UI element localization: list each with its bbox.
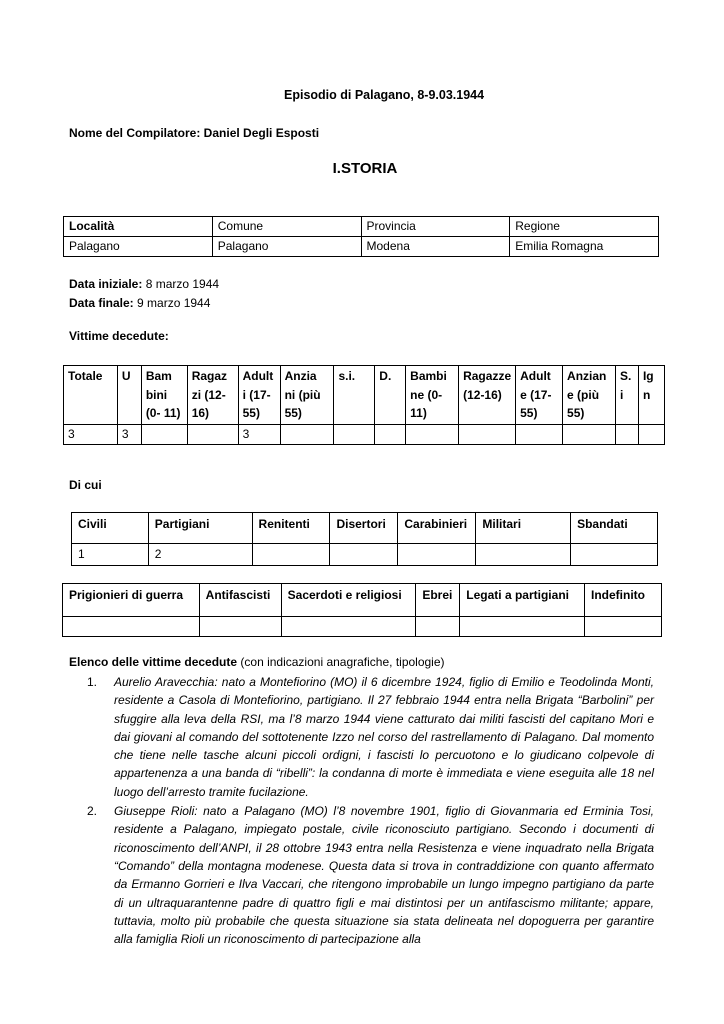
start-date [69,275,219,294]
table-cell [63,617,200,637]
table-cell [616,424,639,444]
category-table [71,512,658,566]
table-cell: 3 [238,424,280,444]
table-header-cell: Legati a partigiani [460,584,585,617]
victims-list-heading-bold: Elenco delle vittime decedute [69,655,238,669]
start-date-value: 8 marzo 1944 [145,277,220,291]
table-cell [516,424,563,444]
table-cell [476,544,571,566]
table-header-cell: Totale [64,366,118,425]
table-header-cell: Carabinieri [398,513,476,544]
table-row [64,424,665,444]
table-cell [398,544,476,566]
start-date-label: Data iniziale: [69,277,143,291]
table-row [63,617,662,637]
table-header-cell: Comune [212,217,361,237]
table-header-cell: Regione [510,217,659,237]
table-cell: Emilia Romagna [510,237,659,257]
table-cell [252,544,330,566]
dates-block [69,275,219,312]
list-item [87,673,654,801]
table-cell [406,424,459,444]
victims-heading: Vittime decedute: [69,329,169,343]
table-row [72,513,658,544]
victims-list [87,673,654,949]
table-header-cell: Ig n [638,366,664,425]
end-date [69,294,219,313]
table-cell [280,424,334,444]
list-item [87,802,654,948]
table-cell [330,544,398,566]
location-table [63,216,659,257]
table-cell [187,424,238,444]
section-title: I.STORIA [332,160,398,177]
table-cell: Palagano [212,237,361,257]
table-header-cell: Antifascisti [199,584,281,617]
table-header-cell: Bam bini (0- 11) [141,366,187,425]
list-item-text: Aurelio Aravecchia: nato a Montefiorino (MO) il 6 dicembre 1924, figlio di Emilio e Teodolinda Monti, residente a Casola di Montefiorino, partigiano. Il 27 febbraio 1944 entra nella Brigata “Barbolini” per sfuggire alla leva della RSI, ma l’8 marzo 1944 viene catturato dai militi fascisti del capitano Mori e dai giovani al comando del sottotenente Izzo nel corso del rastrellamento di Palagano. Dal momento che tiene nelle tasche alcuni piccoli ordigni, i fascisti lo percuotono e lo giudicano colpevole di appartenenza a una banda di “ribelli”: la condanna di morte è immediata e viene eseguita alle 18 nel luogo dell’arresto tramite fucilazione. [114,675,654,799]
table-header-cell: Località [64,217,213,237]
table-cell: 3 [117,424,141,444]
table-cell [141,424,187,444]
table-header-cell: S. i [616,366,639,425]
table-cell [334,424,375,444]
list-item-number: 1. [87,675,98,689]
table-header-cell: Militari [476,513,571,544]
table-cell [199,617,281,637]
table-header-cell: Civili [72,513,149,544]
table-cell [563,424,616,444]
table-header-cell: Sbandati [571,513,658,544]
table-header-cell: Adult e (17- 55) [516,366,563,425]
end-date-value: 9 marzo 1944 [137,295,211,310]
table-cell [281,617,416,637]
victims-list-heading-rest: (con indicazioni anagrafiche, tipologie) [237,655,445,669]
compiler-name: Nome del Compilatore: Daniel Degli Esposti [69,126,320,140]
table-header-cell: Sacerdoti e religiosi [281,584,416,617]
table-cell: 1 [72,544,149,566]
table-header-cell: Disertori [330,513,398,544]
victims-list-heading [69,655,445,669]
table-cell: 2 [148,544,252,566]
table-header-cell: Adult i (17- 55) [238,366,280,425]
di-cui-heading: Di cui [69,478,102,492]
table-header-cell: Ragaz zi (12- 16) [187,366,238,425]
list-item-number: 2. [87,804,98,819]
table-header-cell: Anzian e (più 55) [563,366,616,425]
table-header-cell: Indefinito [585,584,662,617]
table-cell [585,617,662,637]
table-cell: Modena [361,237,510,257]
table-cell: 3 [64,424,118,444]
table-header-cell: Partigiani [148,513,252,544]
victims-table [63,365,665,445]
table-header-cell: Bambi ne (0- 11) [406,366,459,425]
table-header-cell: Renitenti [252,513,330,544]
table-header-cell: Ebrei [416,584,460,617]
table-header-cell: Prigionieri di guerra [63,584,200,617]
table-cell [375,424,406,444]
table-cell [638,424,664,444]
table-row [63,584,662,617]
table-row [64,366,665,425]
table-cell [459,424,516,444]
table-header-cell: U [117,366,141,425]
episode-title: Episodio di Palagano, 8-9.03.1944 [284,88,485,102]
table-cell: Palagano [64,237,213,257]
table-row [72,544,658,566]
table-header-cell: Anzia ni (più 55) [280,366,334,425]
table-cell [460,617,585,637]
end-date-label: Data finale: [69,295,134,310]
table-header-cell: Ragazze (12-16) [459,366,516,425]
table-header-cell: D. [375,366,406,425]
table-row [64,217,659,237]
table-cell [571,544,658,566]
table-row [64,237,659,257]
table-cell [416,617,460,637]
table-header-cell: s.i. [334,366,375,425]
category-table-2 [62,583,662,637]
table-header-cell: Provincia [361,217,510,237]
list-item-text: Giuseppe Rioli: nato a Palagano (MO) l’8 novembre 1901, figlio di Giovanmaria ed Erminia Tosi, residente a Palagano, impiegato postale, civile riconosciuto partigiano. Secondo i documenti di riconoscimento dell’ANPI, il 28 ottobre 1943 entra nella Resistenza e viene inquadrato nella Brigata “Comando” della montagna modenese. Questa data si trova in contraddizione con quanto affermato da Ermanno Gorrieri e Ilva Vaccari, che ritengono improbabile un lungo impegno partigiano da parte di un ultraquarantenne padre di quattro figli e mai distintosi per un antifascismo militante; appare, tuttavia, molto più probabile che questa situazione sia stata delineata nel dopoguerra per garantire alla famiglia Rioli un riconoscimento di partecipazione alla [114,804,654,947]
